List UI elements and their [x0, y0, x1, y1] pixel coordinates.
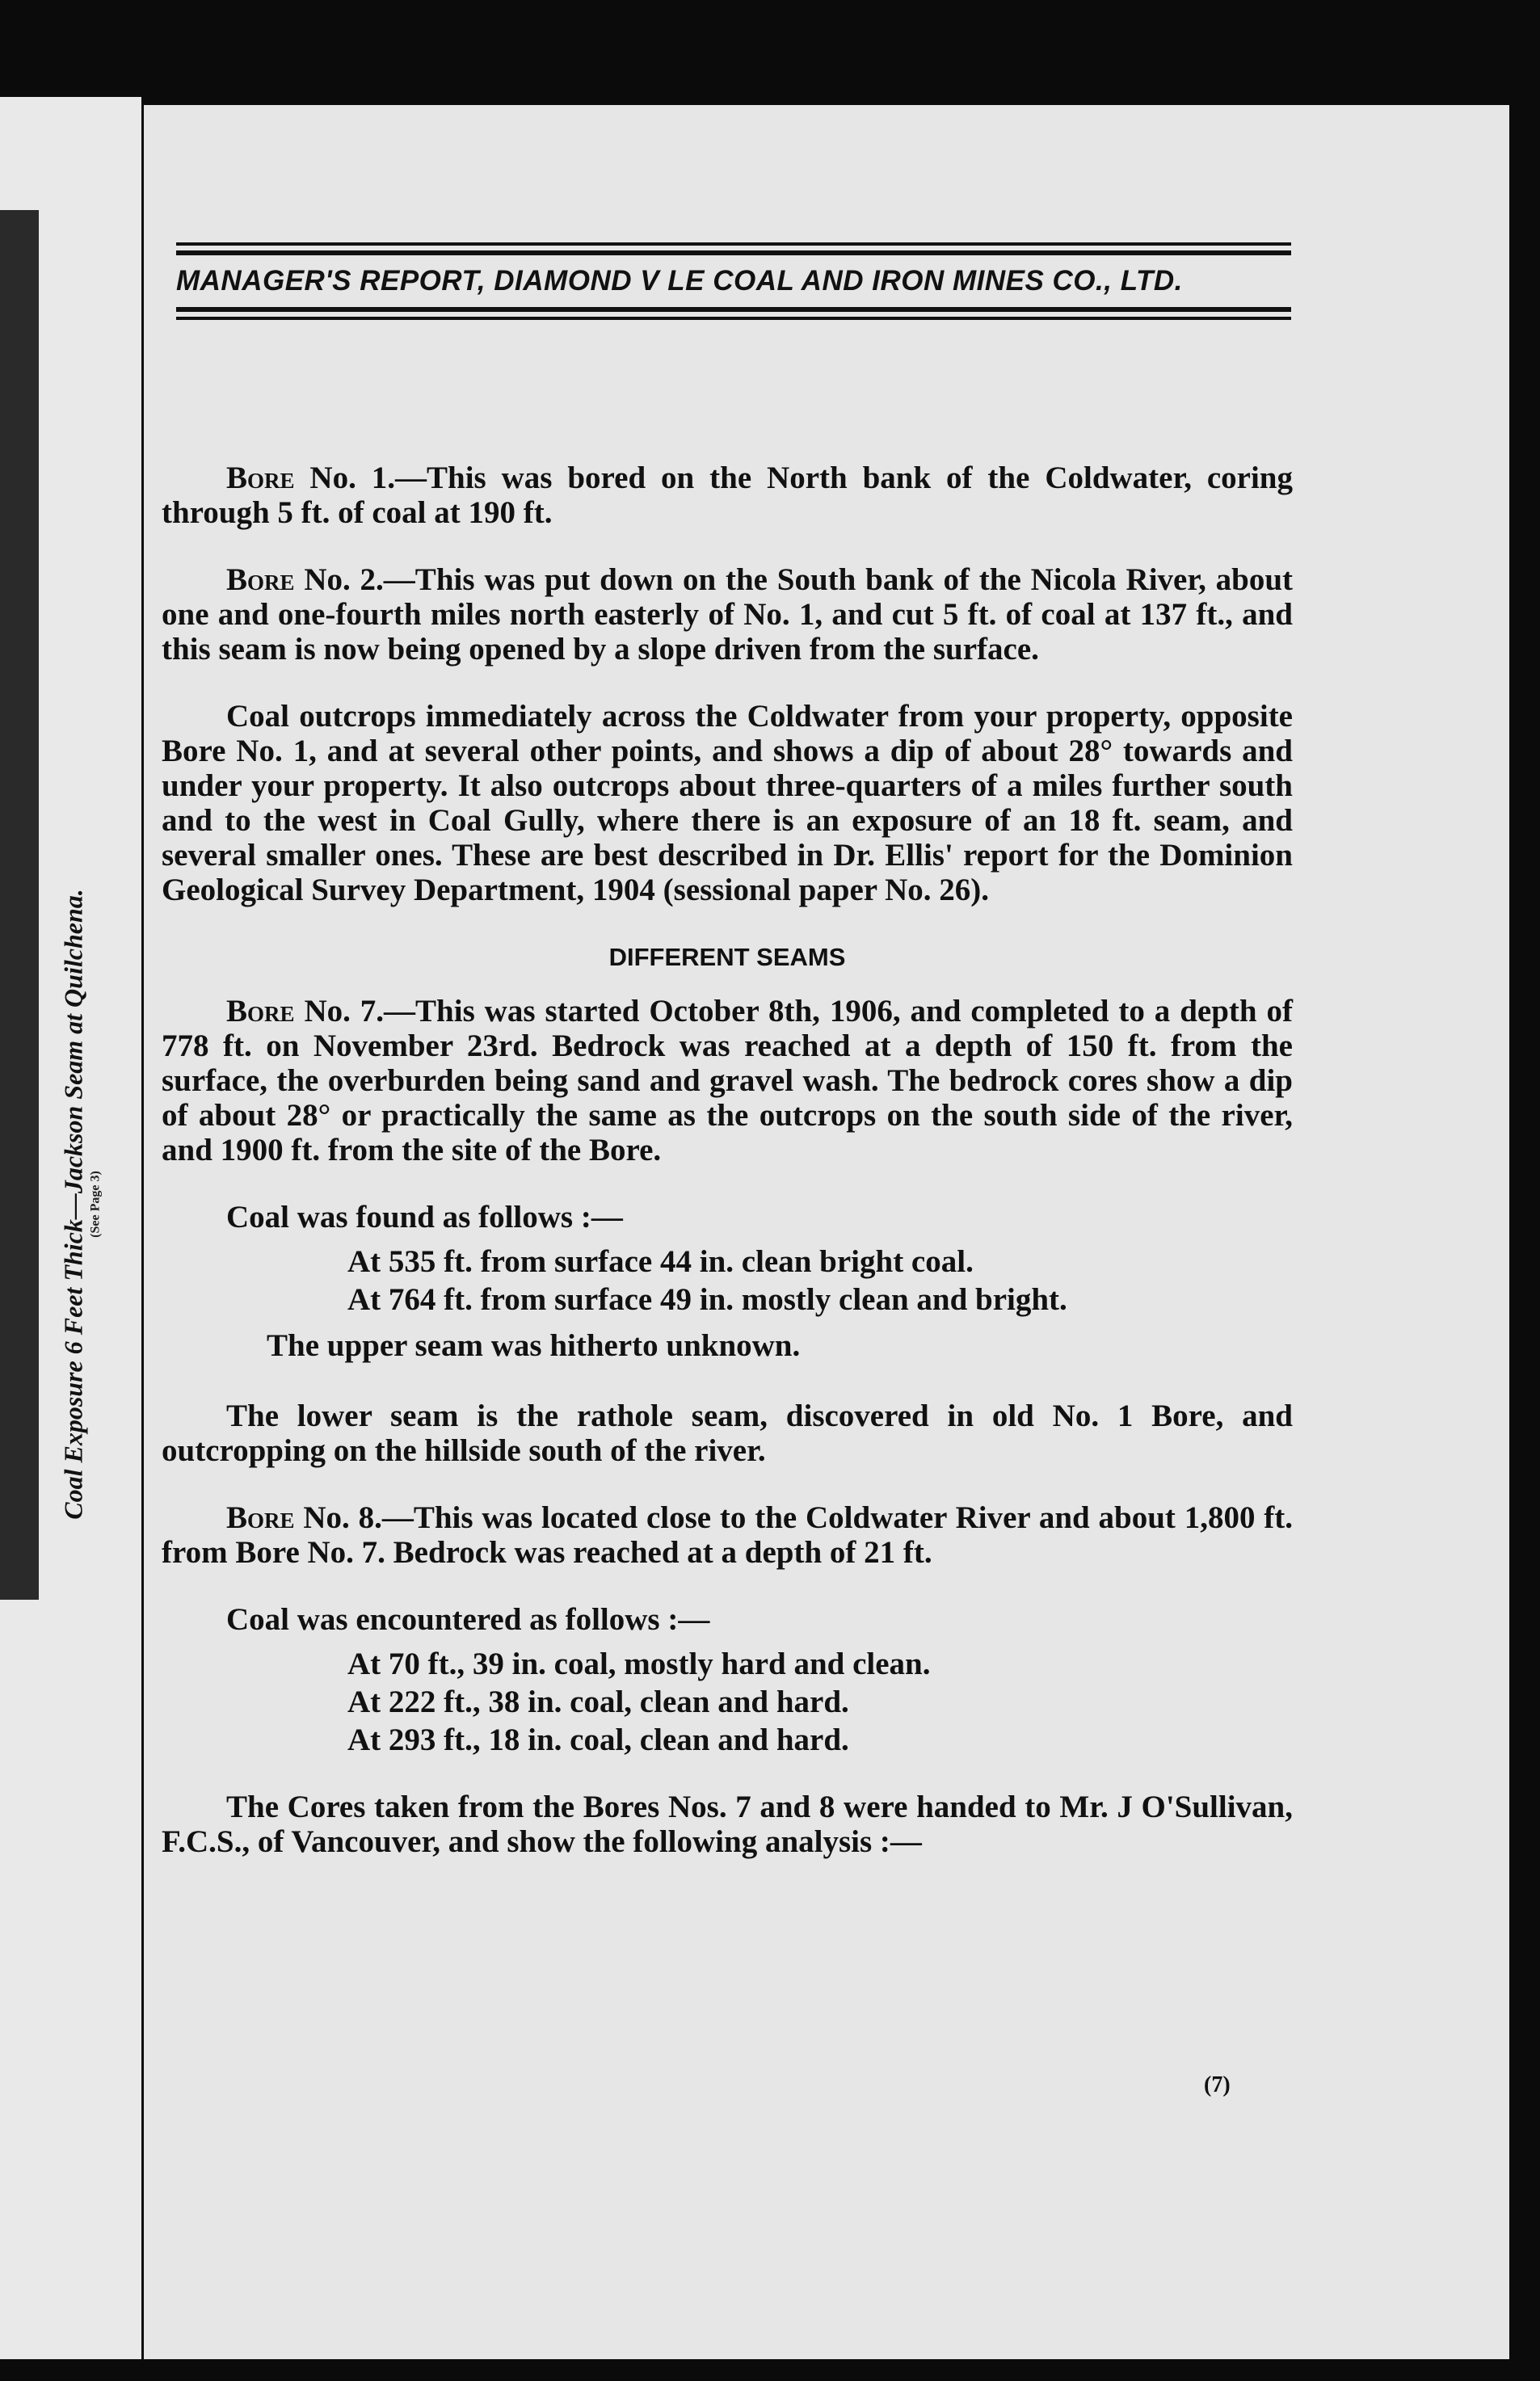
paragraph-outcrops: Coal outcrops immediately across the Coldwater from your property, opposite Bore No. 1, and at several other points, and shows a dip of about 28° towards and under your property. It also outcrops about three-quarters of a miles further south and to the west in Coal Gully, where there is an exposure of an 18 ft. seam, and several smaller ones. These are best described in Dr. Ellis' report for the Dominion Geological Survey Department, 1904 (sessional paper No. 26). [162, 699, 1293, 907]
paragraph-cores: The Cores taken from the Bores Nos. 7 and 8 were handed to Mr. J O'Sullivan, F.C.S., of Vancouver, and show the following analysis :— [162, 1790, 1293, 1859]
list-item: At 293 ft., 18 in. coal, clean and hard. [347, 1723, 849, 1757]
section-title: DIFFERENT SEAMS [608, 943, 846, 971]
paragraph-bore-7 [162, 994, 1293, 1167]
side-caption-main: Coal Exposure 6 Feet Thick—Jackson Seam at Quilchena. [58, 888, 88, 1520]
list-item: At 535 ft. from surface 44 in. clean bright coal. [347, 1244, 974, 1279]
bore-7-coal-list [162, 1244, 1293, 1317]
document-body [162, 461, 1293, 1891]
paragraph-bore-2 [162, 562, 1293, 667]
bore-1-text: No. 1.—This was bored on the North bank of the Coldwater, coring through 5 ft. of coal at 190 ft. [162, 461, 1293, 530]
bore-8-label: Bore [226, 1500, 295, 1535]
bore-8-text: No. 8.—This was located close to the Coldwater River and about 1,800 ft. from Bore No. 7. Bedrock was reached at a depth of 21 ft. [162, 1500, 1293, 1570]
upper-seam-note: The upper seam was hitherto unknown. [267, 1328, 801, 1363]
list-item: At 70 ft., 39 in. coal, mostly hard and clean. [347, 1647, 931, 1681]
bore-7-coal-lead: Coal was found as follows :— [226, 1200, 623, 1235]
bore-1-label: Bore [226, 461, 295, 495]
side-caption-sub: (See Page 3) [88, 1170, 103, 1238]
bore-8-coal-lead: Coal was encountered as follows :— [226, 1602, 710, 1637]
bore-2-text: No. 2.—This was put down on the South bank of the Nicola River, about one and one-fourth miles north easterly of No. 1, and cut 5 ft. of coal at 137 ft., and this seam is now being opened by a slope driven from the surface. [162, 562, 1293, 667]
bore-7-text: No. 7.—This was started October 8th, 1906, and completed to a depth of 778 ft. on November 23rd. Bedrock was reached at a depth of 150 ft. from the surface, the overburden being sand and gravel wash. The bedrock cores show a dip of about 28° or practically the same as the outcrops on the south side of the river, and 1900 ft. from the site of the Bore. [162, 994, 1293, 1167]
facing-page-photo-edge [0, 210, 39, 1600]
list-item: At 764 ft. from surface 49 in. mostly clean and bright. [347, 1282, 1067, 1317]
paragraph-bore-1 [162, 461, 1293, 530]
header-rule-top-2 [176, 250, 1291, 255]
bore-8-coal-list [162, 1647, 1293, 1757]
paragraph-bore-8 [162, 1500, 1293, 1570]
header-rule-bottom-1 [176, 307, 1291, 312]
header-rule-bottom-2 [176, 317, 1291, 320]
running-header [176, 242, 1291, 320]
header-title: MANAGER'S REPORT, DIAMOND V LE COAL AND IRON MINES CO., LTD. [176, 265, 1183, 297]
header-rule-top-1 [176, 242, 1291, 246]
page-number: (7) [1204, 2072, 1231, 2097]
list-item: At 222 ft., 38 in. coal, clean and hard. [347, 1685, 849, 1719]
paragraph-lower-seam: The lower seam is the rathole seam, discovered in old No. 1 Bore, and outcropping on the hillside south of the river. [162, 1399, 1293, 1468]
bore-2-label: Bore [226, 562, 295, 597]
bore-7-label: Bore [226, 994, 295, 1029]
side-caption [58, 856, 103, 1551]
